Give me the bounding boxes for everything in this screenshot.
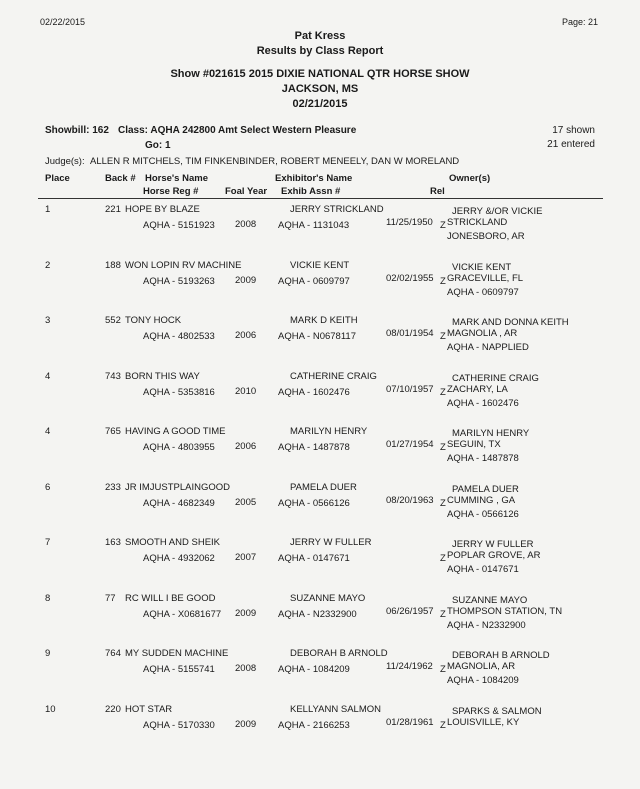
row-exhib-assn: AQHA - 0609797: [278, 275, 350, 287]
row-rel: Z: [440, 719, 446, 731]
table-row: [0, 593, 640, 649]
row-back: 188: [105, 259, 121, 271]
row-exhibitor-name: MARK D KEITH: [290, 315, 358, 326]
col-exhib-assn: Exhib Assn #: [281, 186, 341, 197]
row-horse-name: SMOOTH AND SHEIK: [125, 537, 221, 548]
row-owner-line2: MAGNOLIA , AR: [447, 328, 518, 339]
row-place: 9: [45, 648, 51, 659]
row-owner-line2: STRICKLAND: [447, 217, 508, 228]
row-rel: Z: [440, 442, 446, 453]
row-horse-name: HAVING A GOOD TIME: [125, 426, 226, 437]
row-horse-reg: AQHA - 5151923: [143, 220, 215, 231]
row-place: 4: [45, 426, 51, 437]
row-owner-line3: AQHA - 1487878: [447, 453, 519, 464]
row-place: 3: [45, 315, 51, 326]
row-exhib-assn: AQHA - 0566126: [278, 497, 350, 509]
row-place: 8: [45, 592, 51, 604]
row-foal-year: 2007: [235, 552, 257, 563]
row-owner-line3: AQHA - 1602476: [447, 397, 519, 409]
row-owner-line2: GRACEVILLE, FL: [447, 272, 524, 284]
row-foal-year: 2009: [235, 718, 257, 730]
row-rel: Z: [440, 331, 446, 342]
row-owner-line2: LOUISVILLE, KY: [447, 716, 520, 728]
row-exhib-assn: AQHA - 0147671: [278, 553, 350, 564]
row-owner-line1: MARILYN HENRY: [452, 428, 530, 439]
row-exhibitor-dob: 11/25/1950: [386, 217, 433, 228]
row-back: 765: [105, 426, 121, 437]
col-place: Place: [45, 173, 70, 184]
row-back: 220: [105, 703, 121, 715]
row-exhibitor-dob: 01/28/1961: [386, 716, 434, 728]
row-exhibitor-name: JERRY W FULLER: [290, 537, 372, 548]
show-location: JACKSON, MS: [281, 83, 359, 95]
col-horse-reg: Horse Reg #: [143, 186, 199, 197]
row-exhib-assn: AQHA - 1084209: [278, 664, 350, 675]
row-owner-line1: MARK AND DONNA KEITH: [452, 317, 569, 328]
table-row: [0, 204, 640, 260]
row-place: 6: [45, 481, 51, 493]
row-owner-line1: DEBORAH B ARNOLD: [452, 650, 550, 661]
row-owner-line2: SEGUIN, TX: [447, 439, 501, 450]
go-label: Go: 1: [145, 140, 171, 151]
row-owner-line1: JERRY W FULLER: [452, 539, 534, 550]
row-exhibitor-dob: 11/24/1962: [386, 661, 433, 672]
shown-count: 17 shown: [552, 125, 595, 136]
row-owner-line3: AQHA - NAPPLIED: [447, 342, 529, 353]
row-exhibitor-dob: 02/02/1955: [386, 272, 434, 284]
row-rel: Z: [440, 664, 446, 675]
row-exhib-assn: AQHA - N0678117: [278, 331, 356, 342]
row-horse-reg: AQHA - 5193263: [143, 275, 215, 287]
col-exhibitor-name: Exhibitor's Name: [275, 173, 353, 184]
row-horse-reg: AQHA - X0681677: [143, 608, 222, 620]
row-back: 163: [105, 537, 121, 548]
judges-list: ALLEN R MITCHELS, TIM FINKENBINDER, ROBERT MENEELY, DAN W MORELAND: [90, 156, 460, 167]
table-row: [0, 260, 640, 316]
row-exhibitor-dob: 08/01/1954: [386, 328, 434, 339]
row-horse-name: HOT STAR: [125, 703, 173, 715]
table-row: [0, 537, 640, 593]
judges-label: Judge(s):: [45, 156, 85, 167]
row-place: 10: [45, 703, 56, 715]
row-place: 4: [45, 370, 51, 382]
header-rule: [38, 198, 603, 199]
row-rel: Z: [440, 608, 446, 620]
row-owner-line1: JERRY &/OR VICKIE: [452, 206, 543, 217]
row-back: 233: [105, 481, 121, 493]
row-owner-line2: POPLAR GROVE, AR: [447, 550, 541, 561]
row-horse-name: BORN THIS WAY: [125, 370, 200, 382]
row-horse-reg: AQHA - 4682349: [143, 497, 215, 509]
row-place: 2: [45, 259, 51, 271]
table-row: [0, 426, 640, 482]
row-exhib-assn: AQHA - 1487878: [278, 442, 350, 453]
col-owners: Owner(s): [449, 173, 491, 184]
row-horse-reg: AQHA - 5353816: [143, 386, 215, 398]
row-exhibitor-name: KELLYANN SALMON: [290, 703, 381, 715]
row-owner-line2: MAGNOLIA, AR: [447, 661, 516, 672]
row-owner-line3: JONESBORO, AR: [447, 231, 525, 242]
row-owner-line3: AQHA - 0147671: [447, 564, 519, 575]
table-row: [0, 704, 640, 760]
row-owner-line1: PAMELA DUER: [452, 483, 519, 495]
row-horse-reg: AQHA - 4932062: [143, 553, 215, 564]
row-horse-name: WON LOPIN RV MACHINE: [125, 259, 242, 271]
row-rel: Z: [440, 275, 446, 287]
print-date: 02/22/2015: [40, 17, 86, 27]
row-foal-year: 2009: [235, 274, 257, 286]
class-label: Class: AQHA 242800 Amt Select Western Pleasure: [118, 125, 357, 136]
row-foal-year: 2009: [235, 607, 257, 619]
row-back: 552: [105, 315, 121, 326]
row-horse-reg: AQHA - 4803955: [143, 442, 215, 453]
row-exhibitor-dob: 06/26/1957: [386, 605, 434, 617]
row-back: 743: [105, 370, 121, 382]
report-title: Results by Class Report: [256, 45, 384, 57]
row-back: 77: [105, 592, 116, 604]
row-exhibitor-name: SUZANNE MAYO: [290, 592, 366, 604]
show-line: Show #021615 2015 DIXIE NATIONAL QTR HORSE SHOW: [170, 68, 470, 80]
row-exhibitor-name: DEBORAH B ARNOLD: [290, 648, 388, 659]
row-exhib-assn: AQHA - 1602476: [278, 386, 350, 398]
row-owner-line1: CATHERINE CRAIG: [452, 372, 539, 384]
row-horse-name: RC WILL I BE GOOD: [125, 592, 216, 604]
row-rel: Z: [440, 497, 446, 509]
table-row: [0, 315, 640, 371]
row-exhibitor-dob: 07/10/1957: [386, 383, 434, 395]
row-owner-line2: CUMMING , GA: [447, 494, 516, 506]
row-owner-line3: AQHA - 1084209: [447, 675, 519, 686]
row-foal-year: 2006: [235, 330, 257, 341]
row-owner-line3: AQHA - 0609797: [447, 286, 519, 298]
table-row: [0, 482, 640, 538]
row-exhibitor-dob: 01/27/1954: [386, 439, 434, 450]
row-rel: Z: [440, 553, 446, 564]
row-exhibitor-name: PAMELA DUER: [290, 481, 357, 493]
row-exhibitor-name: MARILYN HENRY: [290, 426, 368, 437]
row-exhib-assn: AQHA - 2166253: [278, 719, 350, 731]
row-exhib-assn: AQHA - N2332900: [278, 608, 357, 620]
row-horse-name: TONY HOCK: [125, 315, 182, 326]
page-number: Page: 21: [561, 17, 598, 27]
row-back: 221: [105, 204, 121, 215]
row-horse-name: MY SUDDEN MACHINE: [125, 648, 229, 659]
row-rel: Z: [440, 386, 446, 398]
row-owner-line1: VICKIE KENT: [452, 261, 512, 273]
col-rel: Rel: [430, 186, 445, 197]
row-horse-name: HOPE BY BLAZE: [125, 204, 200, 215]
row-horse-reg: AQHA - 5155741: [143, 664, 215, 675]
col-back: Back #: [105, 173, 136, 184]
row-rel: Z: [440, 220, 446, 231]
entered-count: 21 entered: [547, 139, 595, 150]
row-foal-year: 2008: [235, 219, 257, 230]
table-row: [0, 371, 640, 427]
row-foal-year: 2008: [235, 663, 257, 674]
row-exhib-assn: AQHA - 1131043: [278, 220, 350, 231]
row-horse-name: JR IMJUSTPLAINGOOD: [125, 481, 231, 493]
row-place: 1: [45, 204, 51, 215]
row-exhibitor-dob: 08/20/1963: [386, 494, 434, 506]
row-exhibitor-name: JERRY STRICKLAND: [290, 204, 384, 215]
row-exhibitor-name: CATHERINE CRAIG: [290, 370, 377, 382]
row-place: 7: [45, 537, 51, 548]
row-back: 764: [105, 648, 121, 659]
row-owner-line1: SUZANNE MAYO: [452, 594, 528, 606]
row-owner-line1: SPARKS & SALMON: [452, 705, 542, 717]
col-horse-name: Horse's Name: [145, 173, 208, 184]
row-owner-line2: THOMPSON STATION, TN: [447, 605, 563, 617]
row-foal-year: 2006: [235, 441, 257, 452]
show-date: 02/21/2015: [292, 98, 348, 110]
row-owner-line3: AQHA - 0566126: [447, 508, 519, 520]
row-exhibitor-name: VICKIE KENT: [290, 259, 350, 271]
report-owner-name: Pat Kress: [294, 30, 346, 42]
row-foal-year: 2010: [235, 385, 257, 397]
row-owner-line2: ZACHARY, LA: [447, 383, 508, 395]
row-owner-line3: AQHA - N2332900: [447, 619, 526, 631]
table-row: [0, 648, 640, 704]
showbill-label: Showbill: 162: [45, 125, 109, 136]
row-horse-reg: AQHA - 4802533: [143, 331, 215, 342]
row-foal-year: 2005: [235, 496, 257, 508]
col-foal-year: Foal Year: [225, 186, 268, 197]
row-horse-reg: AQHA - 5170330: [143, 719, 215, 731]
